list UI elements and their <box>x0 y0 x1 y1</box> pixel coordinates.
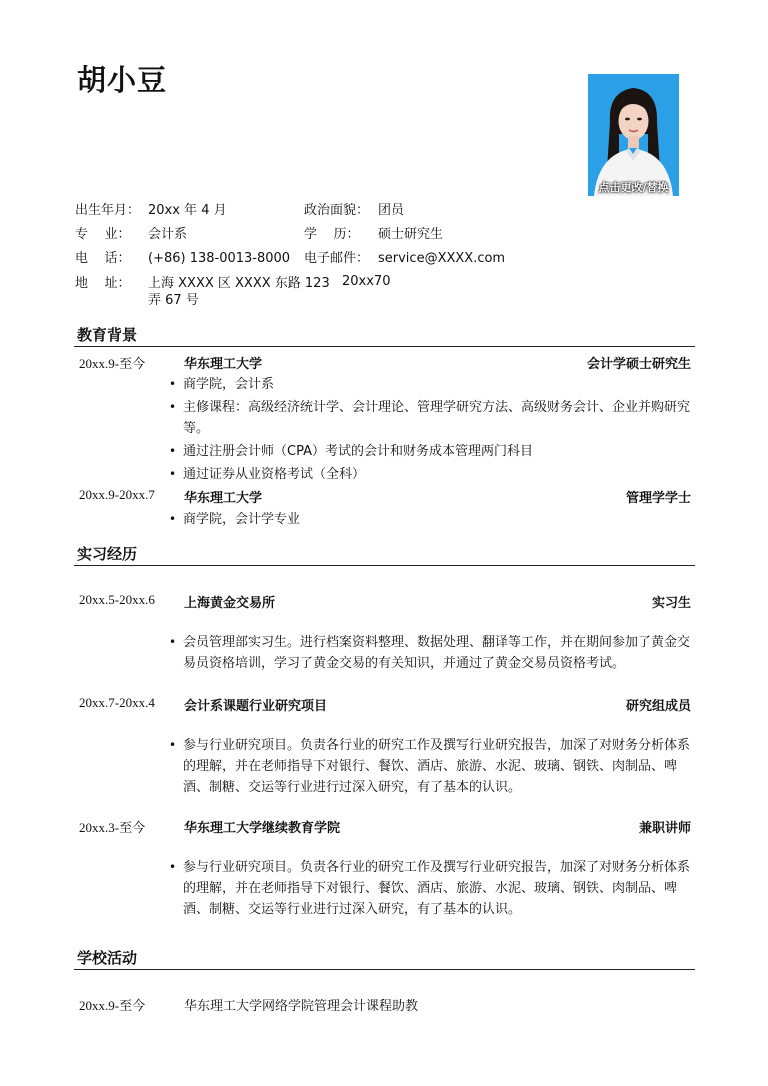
major-value: 会计系 <box>148 227 188 242</box>
intern-1-details <box>169 632 691 677</box>
politics-value: 团员 <box>378 203 405 218</box>
address-label: 地 址： <box>75 276 131 291</box>
activities-title: 学校活动 <box>77 949 138 967</box>
activity-1-date: 20xx.9-至今 <box>79 998 146 1013</box>
education-divider <box>74 346 695 347</box>
resume-name: 胡小豆 <box>77 63 168 97</box>
edu-2-details <box>169 509 691 533</box>
intern-2-details <box>169 735 691 801</box>
intern-1-role: 实习生 <box>651 596 691 611</box>
list-item: • 通过证券从业资格考试（全科） <box>169 464 691 485</box>
intern-3-date: 20xx.3-至今 <box>79 820 146 835</box>
politics-label: 政治面貌： <box>304 203 370 218</box>
edu-2-school: 华东理工大学 <box>184 491 263 506</box>
internship-divider <box>74 565 695 566</box>
intern-1-org: 上海黄金交易所 <box>184 596 276 611</box>
list-item: • 会员管理部实习生。进行档案资料整理、数据处理、翻译等工作，并在期间参加了黄金交易员资格培训，学习了黄金交易的有关知识，并通过了黄金交易员资格考试。 <box>169 632 691 674</box>
edu-1-school: 华东理工大学 <box>184 357 263 372</box>
phone-value: (+86) 138-0013-8000 <box>148 251 291 266</box>
extra-value: 20xx70 <box>342 274 391 289</box>
list-item: • 参与行业研究项目。负责各行业的研究工作及撰写行业研究报告，加深了对财务分析体系的理解，并在老师指导下对银行、餐饮、酒店、旅游、水泥、玻璃、钢铁、肉制品、啤酒、制糖、交运等行业进行过深入研究，有了基本的认识。 <box>169 735 691 798</box>
education-title: 教育背景 <box>77 326 138 344</box>
email-value[interactable]: service@XXXX.com <box>378 251 506 266</box>
profile-photo[interactable] <box>588 74 679 196</box>
list-item: • 商学院，会计学专业 <box>169 509 691 530</box>
intern-2-org: 会计系课题行业研究项目 <box>184 699 328 714</box>
internship-title: 实习经历 <box>77 545 138 563</box>
intern-2-role: 研究组成员 <box>625 699 691 714</box>
edu-2-degree: 管理学学士 <box>625 491 691 506</box>
email-label: 电子邮件： <box>304 251 370 266</box>
edu-1-date: 20xx.9-至今 <box>79 356 146 371</box>
birth-label: 出生年月： <box>75 203 141 218</box>
major-label: 专 业： <box>75 227 131 242</box>
intern-3-role: 兼职讲师 <box>638 821 691 836</box>
degree-value: 硕士研究生 <box>378 227 444 242</box>
intern-3-org: 华东理工大学继续教育学院 <box>184 821 341 836</box>
portrait-image <box>588 74 679 196</box>
phone-label: 电 话： <box>75 251 131 266</box>
address-value: 上海 XXXX 区 XXXX 东路 123 弄 67 号 <box>148 276 330 308</box>
list-item: • 参与行业研究项目。负责各行业的研究工作及撰写行业研究报告，加深了对财务分析体系的理解，并在老师指导下对银行、餐饮、酒店、旅游、水泥、玻璃、钢铁、肉制品、啤酒、制糖、交运等行业进行过深入研究，有了基本的认识。 <box>169 857 691 920</box>
edu-1-details <box>169 374 691 487</box>
list-item: • 主修课程：高级经济统计学、会计理论、管理学研究方法、高级财务会计、企业并购研究等。 <box>169 397 691 439</box>
edu-2-date: 20xx.9-20xx.7 <box>79 487 155 502</box>
list-item: • 商学院，会计系 <box>169 374 691 395</box>
intern-2-date: 20xx.7-20xx.4 <box>79 695 155 710</box>
photo-caption: 点击更改/替换 <box>598 181 669 194</box>
activities-divider <box>74 969 695 970</box>
edu-1-degree: 会计学硕士研究生 <box>586 357 691 372</box>
list-item: • 通过注册会计师（CPA）考试的会计和财务成本管理两门科目 <box>169 441 691 462</box>
birth-value: 20xx 年 4 月 <box>148 203 227 218</box>
activity-1-text: 华东理工大学网络学院管理会计课程助教 <box>184 999 419 1014</box>
intern-3-details <box>169 857 691 923</box>
intern-1-date: 20xx.5-20xx.6 <box>79 592 155 607</box>
degree-label: 学 历： <box>304 227 360 242</box>
